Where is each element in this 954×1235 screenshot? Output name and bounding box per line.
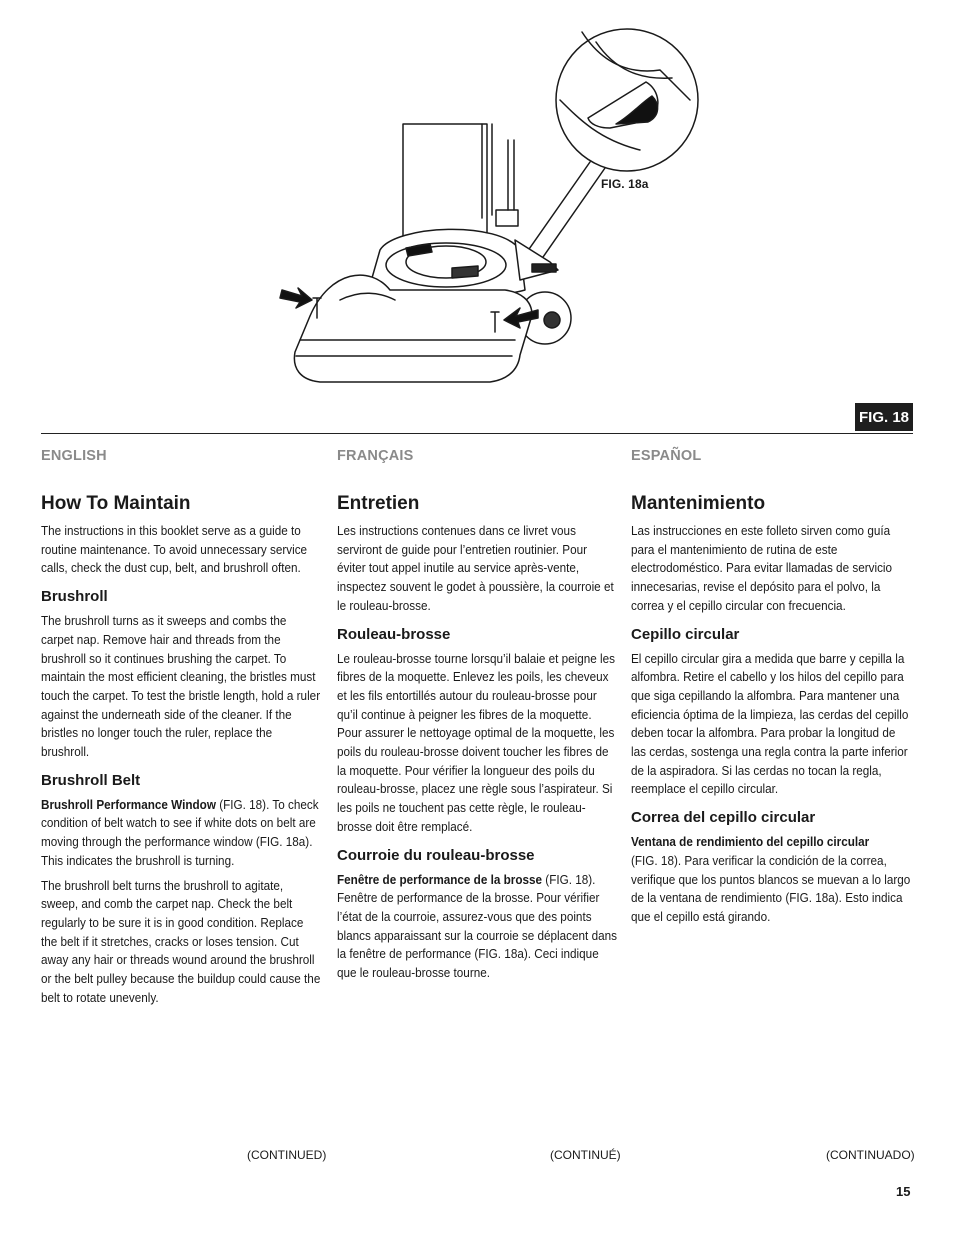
page-number: 15	[896, 1184, 911, 1199]
belt-window-text: (FIG. 18). Fenêtre de performance de la brosse. Pour vérifier l’état de la courroie, assurez-vous que des points blancs apparaissant sur la courroie se déplacent dans la fenêtre de performance (FIG. 18a). Ceci indique que le rouleau-brosse tourne.	[337, 872, 617, 981]
belt-window-text: (FIG. 18). To check condition of belt watch to see if white dots on belt are moving through the performance window (FIG. 18a). This indicates the brushroll is turning.	[41, 797, 319, 868]
continued-label-spanish: (CONTINUADO)	[826, 1148, 915, 1162]
belt-window-term: Brushroll Performance Window	[41, 797, 216, 812]
belt-heading: Courroie du rouleau-brosse	[337, 846, 535, 864]
belt-window-term: Fenêtre de performance de la brosse	[337, 872, 543, 887]
brushroll-paragraph: Le rouleau-brosse tourne lorsqu’il balaie et peigne les fibres de la moquette. Enlevez les poils, les cheveux et les fils entortillés autour du rouleau-brosse pour qu’il continue à peigner les fibres de la moquette. Pour assurer le nettoyage optimal de la moquette, les poils du rouleau-brosse doivent toucher les fibres de la moquette. Pour vérifier la longueur des poils du rouleau-brosse, placez une règle sous l’aspirateur. Si les poils ne touchent pas cette règle, le rouleau-brosse doit être remplacé.	[337, 651, 616, 834]
belt-heading: Brushroll Belt	[41, 771, 141, 789]
belt-paragraph	[337, 871, 618, 983]
language-label: ESPAÑOL	[631, 448, 702, 464]
brushroll-heading: Cepillo circular	[631, 625, 740, 643]
spanish-column	[631, 447, 913, 931]
belt-paragraph	[631, 833, 912, 927]
fig-18a-label: FIG. 18a	[601, 177, 649, 191]
brushroll-heading: Rouleau-brosse	[337, 625, 451, 643]
french-column	[337, 447, 619, 987]
belt-heading: Correa del cepillo circular	[631, 809, 816, 827]
intro-paragraph: Les instructions contenues dans ce livret vous serviront de guide pour l’entretien routinier. Pour éviter tout appel inutile au service après-vente, inspectez souvent le godet à poussière, la courroie et le rouleau-brosse.	[337, 524, 614, 613]
english-column	[41, 447, 323, 1011]
fig-18-badge: FIG. 18	[855, 403, 913, 431]
figure-18	[0, 0, 954, 435]
brushroll-paragraph: El cepillo circular gira a medida que barre y cepilla la alfombra. Retire el cabello y los hilos del cepillo para que siga cepillando la alfombra. Para mantener una eficiencia óptima de la limpieza, las cerdas del cepillo deben tocar la alfombra. Para probar la longitud de las cerdas, sostenga una regla contra la parte inferior de la aspiradora. Si las cerdas no tocan la regla, reemplace el cepillo circular.	[631, 651, 909, 797]
intro-paragraph: The instructions in this booklet serve as a guide to routine maintenance. To avoid unnecessary service calls, check the dust cup, belt, and brushroll often.	[41, 524, 308, 576]
section-title: How To Maintain	[41, 493, 191, 514]
language-label: ENGLISH	[41, 448, 107, 464]
belt-paragraph-2: The brushroll belt turns the brushroll to agitate, sweep, and comb the carpet nap. Check the belt regularly to be sure it is in good condition. Replace the belt if it stretches, cracks or loses tension. Cut away any hair or threads wound around the brushroll or the belt pulley because the buildup could cause the belt to rotate unevenly.	[41, 878, 321, 1005]
section-title: Mantenimiento	[631, 493, 766, 514]
belt-paragraph	[41, 796, 322, 871]
intro-paragraph: Las instrucciones en este folleto sirven como guía para el mantenimiento de rutina de este electrodoméstico. Para evitar llamadas de servicio innecesarias, revise el depósito para el polvo, la correa y el cepillo circular con frecuencia.	[631, 524, 893, 613]
section-divider	[41, 433, 913, 434]
continued-label-english: (CONTINUED)	[247, 1148, 327, 1162]
belt-window-text: (FIG. 18). Para verificar la condición de la correa, verifique que los puntos blancos se muevan a lo largo de la ventana de rendimiento (FIG. 18a). Esto indica que el cepillo está girando.	[631, 853, 911, 924]
brushroll-heading: Brushroll	[41, 588, 108, 606]
section-title: Entretien	[337, 493, 420, 514]
belt-window-term: Ventana de rendimiento del cepillo circular	[631, 835, 870, 850]
continued-label-french: (CONTINUÉ)	[550, 1148, 621, 1162]
vacuum-illustration	[0, 0, 954, 435]
brushroll-paragraph: The brushroll turns as it sweeps and combs the carpet nap. Remove hair and threads from the brushroll so it continues brushing the carpet. To maintain the most efficient cleaning, the bristles must touch the carpet. To test the bristle length, hold a ruler against the underneath side of the cleaner. If the bristles no longer touch the ruler, replace the brushroll.	[41, 614, 321, 760]
language-label: FRANÇAIS	[337, 448, 414, 464]
